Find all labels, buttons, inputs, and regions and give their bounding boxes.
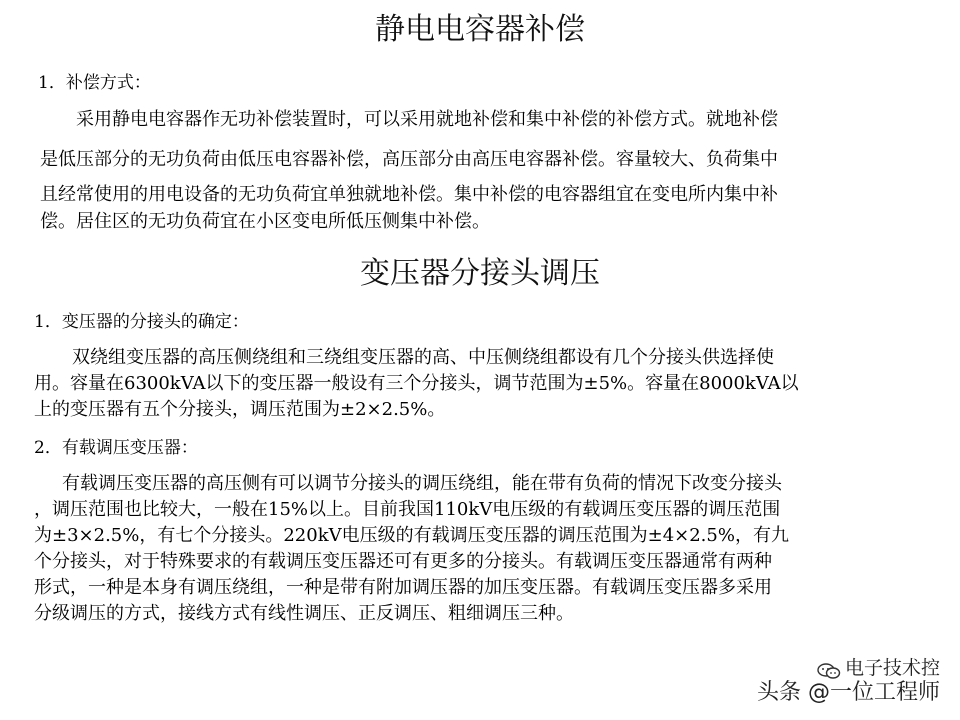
section1-item1-heading: 1．补偿方式： — [38, 73, 151, 93]
section1-line: 且经常使用的用电设备的无功负荷宜单独就地补偿。集中补偿的电容器组宜在变电所内集中补 — [40, 184, 778, 205]
section2-item2-line: 个分接头，对于特殊要求的有载调压变压器还可有更多的分接头。有载调压变压器通常有两种 — [34, 551, 772, 572]
section2-item2-line: 分级调压的方式，接线方式有线性调压、正反调压、粗细调压三种。 — [34, 603, 574, 624]
watermark-top-text: 电子技术控 — [844, 657, 940, 679]
section2-item1-line: 用。容量在6300kVA以下的变压器一般设有三个分接头，调节范围为±5%。容量在8000kVA以 — [34, 373, 799, 394]
watermark-bottom: 头条 @一位工程师 — [757, 680, 940, 705]
section1-line: 偿。居住区的无功负荷宜在小区变电所低压侧集中补偿。 — [40, 211, 490, 232]
section2-item2-line: ，调压范围也比较大，一般在15%以上。目前我国110kV电压级的有载调压变压器的调压范围 — [34, 499, 781, 520]
section2-item2-heading: 2．有载调压变压器： — [34, 438, 198, 458]
watermark-top — [757, 656, 940, 680]
section2-item2-line: 为±3×2.5%，有七个分接头。220kV电压级的有载调压变压器的调压范围为±4×2.5%，有九 — [34, 525, 789, 546]
section1-line: 采用静电电容器作无功补偿装置时，可以采用就地补偿和集中补偿的补偿方式。就地补偿 — [76, 109, 778, 130]
section2-item1-line: 双绕组变压器的高压侧绕组和三绕组变压器的高、中压侧绕组都设有几个分接头供选择使 — [72, 347, 774, 368]
section1-line: 是低压部分的无功负荷由低压电容器补偿，高压部分由高压电容器补偿。容量较大、负荷集中 — [40, 149, 778, 170]
section2-item1-line: 上的变压器有五个分接头，调压范围为±2×2.5%。 — [34, 399, 446, 420]
section2-item2-line: 形式，一种是本身有调压绕组，一种是带有附加调压器的加压变压器。有载调压变压器多采用 — [34, 577, 772, 598]
section2-title: 变压器分接头调压 — [360, 256, 600, 291]
wechat-icon — [817, 661, 841, 677]
section2-item2-line: 有载调压变压器的高压侧有可以调节分接头的调压绕组，能在带有负荷的情况下改变分接头 — [62, 473, 782, 494]
section1-title: 静电电容器补偿 — [375, 12, 585, 47]
watermark — [757, 656, 940, 706]
section2-item1-heading: 1．变压器的分接头的确定： — [34, 312, 249, 332]
